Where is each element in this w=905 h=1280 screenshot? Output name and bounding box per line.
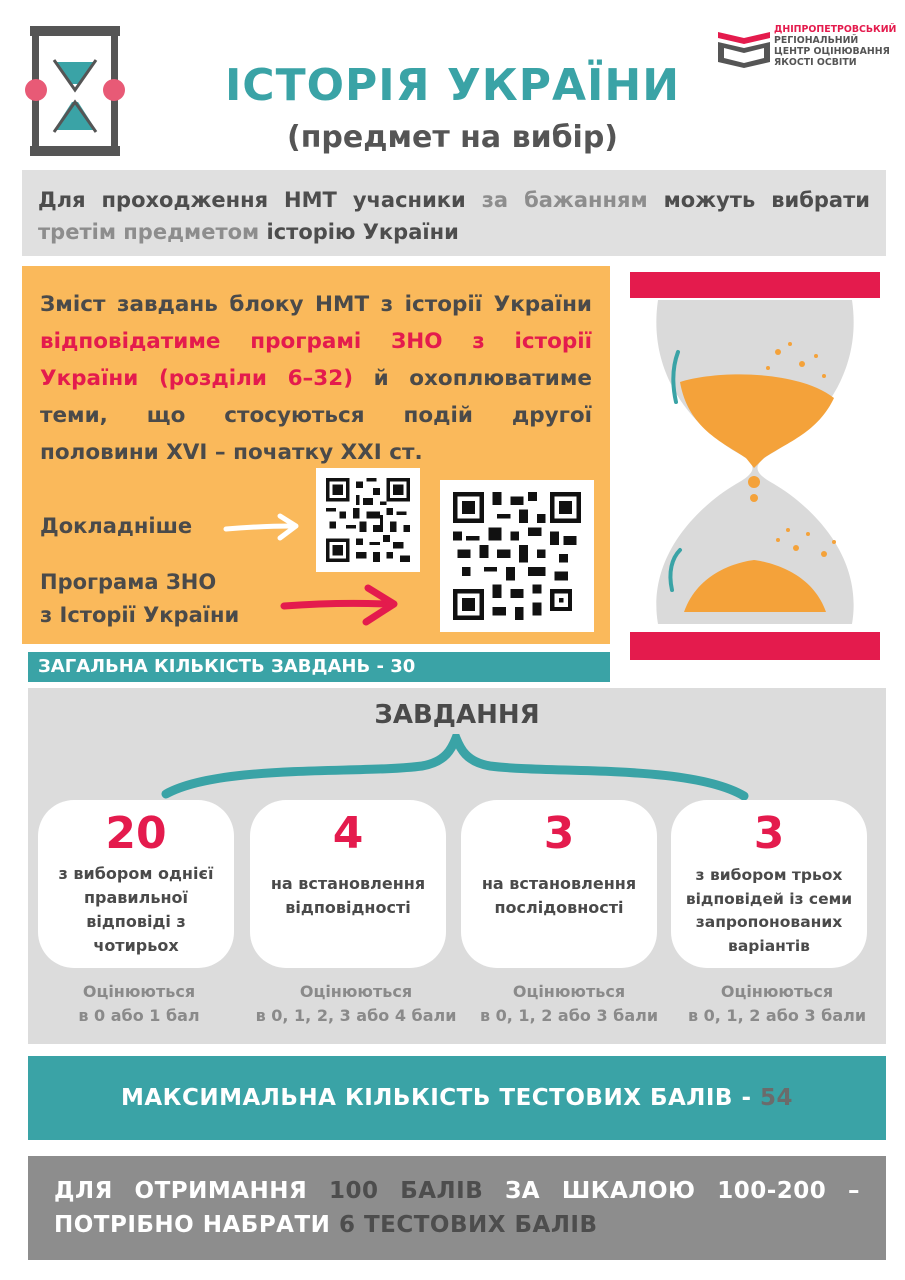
passing-highlight-2: 6 ТЕСТОВИХ БАЛІВ	[338, 1212, 598, 1238]
org-line-4: ЯКОСТІ ОСВІТИ	[774, 57, 857, 68]
task-count-3: 3	[543, 808, 575, 859]
page-subtitle: (предмет на вибір)	[286, 120, 619, 155]
task-score-4-label: Оцінюються	[720, 982, 834, 1001]
hourglass-illustration-icon	[628, 272, 882, 664]
qr-code-more[interactable]	[316, 468, 420, 572]
task-card-2	[250, 800, 446, 968]
white-arrow-icon	[222, 512, 302, 542]
more-label: Докладніше	[40, 514, 193, 538]
task-score-4	[672, 980, 882, 1028]
program-label-line-2: з Історії України	[40, 603, 240, 627]
qr-code-program[interactable]	[440, 480, 594, 632]
qr-code-icon	[326, 478, 410, 562]
program-label-line-1: Програма ЗНО	[40, 570, 217, 594]
page-title: ІСТОРІЯ УКРАЇНИ	[224, 60, 681, 111]
qr-code-icon	[452, 492, 582, 620]
content-text-2: й охоплюватиме теми, що стосуються подій другої половини XVI – початку XXI ст.	[40, 366, 592, 465]
task-desc-3: на встановлення послідовності	[481, 874, 637, 917]
task-card-4	[671, 800, 867, 968]
task-score-1	[34, 980, 244, 1028]
task-count-1: 20	[105, 808, 167, 859]
task-count-2: 4	[332, 808, 364, 859]
task-card-3	[461, 800, 657, 968]
book-logo-icon	[716, 24, 772, 68]
content-text	[40, 286, 592, 471]
task-score-3	[464, 980, 674, 1028]
task-score-2-label: Оцінюються	[299, 982, 413, 1001]
intro-text-3: історію України	[259, 220, 459, 244]
task-score-3-value: в 0, 1, 2 або 3 бали	[479, 1006, 659, 1025]
intro-band	[22, 170, 886, 256]
max-points-bar	[28, 1056, 886, 1140]
task-score-3-label: Оцінюються	[512, 982, 626, 1001]
max-points-value: 54	[760, 1085, 794, 1111]
task-desc-4: з вибором трьох відповідей із семи запропонованих варіантів	[685, 866, 853, 955]
org-logo	[716, 24, 896, 72]
org-line-1: ДНІПРОПЕТРОВСЬКИЙ	[774, 24, 897, 35]
task-score-1-label: Оцінюються	[82, 982, 196, 1001]
task-desc-2: на встановлення відповідності	[270, 874, 426, 917]
task-score-1-value: в 0 або 1 бал	[78, 1006, 200, 1025]
org-line-3: ЦЕНТР ОЦІНЮВАННЯ	[774, 46, 890, 57]
intro-text-2: можуть вибрати	[647, 188, 870, 212]
task-score-2-value: в 0, 1, 2, 3 або 4 бали	[255, 1006, 457, 1025]
content-text-1: Зміст завдань блоку НМТ з історії України	[40, 292, 592, 317]
task-score-2	[244, 980, 468, 1028]
red-arrow-icon	[278, 582, 402, 628]
total-tasks-bar: ЗАГАЛЬНА КІЛЬКІСТЬ ЗАВДАНЬ - 30	[28, 652, 610, 682]
content-highlight: відповідатиме програмі ЗНО з історії України (розділи 6–32)	[40, 329, 592, 391]
curly-brace-icon	[160, 734, 750, 800]
passing-text-2: ЗА ШКАЛОЮ 100-200 – ПОТРІБНО НАБРАТИ	[54, 1178, 861, 1238]
intro-text-1: Для проходження НМТ учасники	[38, 188, 482, 212]
passing-highlight-1: 100 БАЛІВ	[328, 1178, 484, 1204]
passing-score-band	[28, 1156, 886, 1260]
max-points-label: МАКСИМАЛЬНА КІЛЬКІСТЬ ТЕСТОВИХ БАЛІВ -	[120, 1085, 761, 1111]
task-desc-1: з вибором однієї правильної відповіді з чотирьох	[58, 864, 214, 955]
intro-highlight-2: третім предметом	[38, 220, 260, 244]
intro-highlight-1: за бажанням	[481, 188, 648, 212]
task-score-4-value: в 0, 1, 2 або 3 бали	[687, 1006, 867, 1025]
program-label	[40, 566, 239, 632]
passing-text-1: ДЛЯ ОТРИМАННЯ	[54, 1178, 329, 1204]
org-line-2: РЕГІОНАЛЬНИЙ	[774, 35, 859, 46]
task-card-1	[38, 800, 234, 968]
tasks-title: ЗАВДАННЯ	[374, 700, 540, 730]
task-count-4: 3	[753, 808, 785, 859]
